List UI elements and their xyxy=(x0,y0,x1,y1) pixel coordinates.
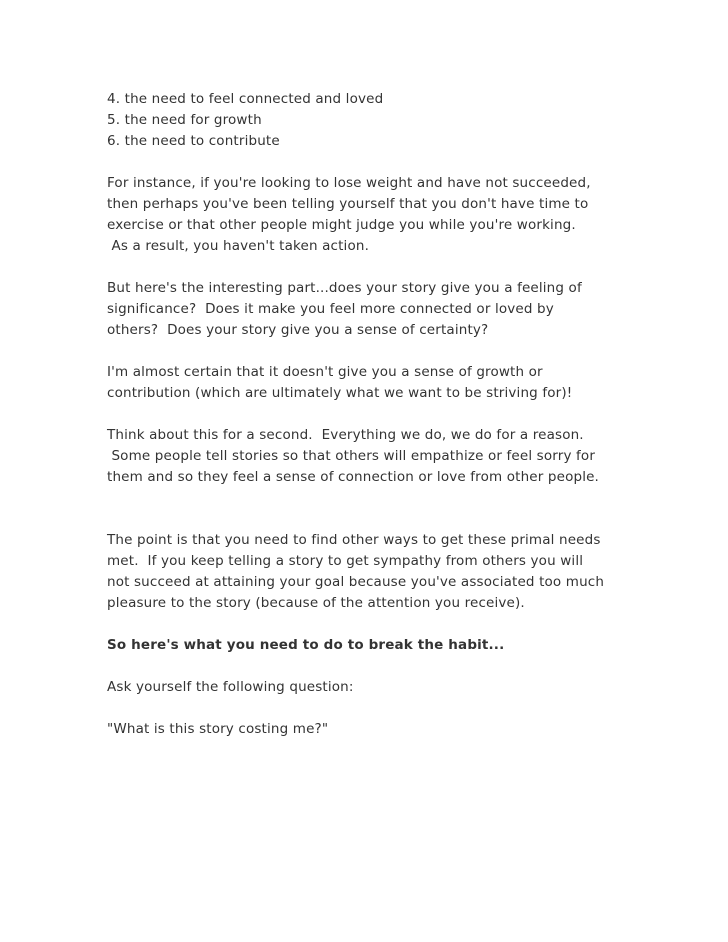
paragraph-line: them and so they feel a sense of connection or love from other people. xyxy=(107,469,599,485)
paragraph-line: For instance, if you're looking to lose weight and have not succeeded, xyxy=(107,175,591,191)
paragraph-certain xyxy=(107,362,637,404)
paragraph-line: exercise or that other people might judge you while you're working. xyxy=(107,217,576,233)
spacer xyxy=(107,614,637,635)
prompt-text: Ask yourself the following question: xyxy=(107,679,354,695)
paragraph-line: I'm almost certain that it doesn't give you a sense of growth or xyxy=(107,364,543,380)
paragraph-line: not succeed at attaining your goal because you've associated too much xyxy=(107,574,605,590)
paragraph-line: Some people tell stories so that others will empathize or feel sorry for xyxy=(107,448,596,464)
paragraph-line: contribution (which are ultimately what we want to be striving for)! xyxy=(107,385,573,401)
spacer xyxy=(107,488,637,530)
needs-list xyxy=(107,89,637,152)
spacer xyxy=(107,152,637,173)
paragraph-reason xyxy=(107,425,637,488)
spacer xyxy=(107,698,637,719)
paragraph-line: met. If you keep telling a story to get sympathy from others you will xyxy=(107,553,584,569)
section-heading xyxy=(107,635,637,656)
paragraph-prompt xyxy=(107,677,637,698)
spacer xyxy=(107,656,637,677)
heading-break-habit: So here's what you need to do to break the habit... xyxy=(107,637,505,653)
spacer xyxy=(107,257,637,278)
paragraph-line: significance? Does it make you feel more connected or loved by xyxy=(107,301,554,317)
paragraph-line: then perhaps you've been telling yourself that you don't have time to xyxy=(107,196,589,212)
question-text: "What is this story costing me?" xyxy=(107,721,329,737)
paragraph-weight-loss xyxy=(107,173,637,257)
paragraph-line: As a result, you haven't taken action. xyxy=(107,238,370,254)
spacer xyxy=(107,341,637,362)
list-item: 5. the need for growth xyxy=(107,112,262,128)
paragraph-point xyxy=(107,530,637,614)
paragraph-line: Think about this for a second. Everything we do, we do for a reason. xyxy=(107,427,584,443)
list-item: 6. the need to contribute xyxy=(107,133,280,149)
paragraph-interesting-part xyxy=(107,278,637,341)
paragraph-line: pleasure to the story (because of the attention you receive). xyxy=(107,595,525,611)
paragraph-line: The point is that you need to find other ways to get these primal needs xyxy=(107,532,601,548)
list-item: 4. the need to feel connected and loved xyxy=(107,91,384,107)
paragraph-line: But here's the interesting part...does your story give you a feeling of xyxy=(107,280,582,296)
paragraph-question xyxy=(107,719,637,740)
paragraph-line: others? Does your story give you a sense of certainty? xyxy=(107,322,489,338)
document-body xyxy=(107,89,637,740)
spacer xyxy=(107,404,637,425)
